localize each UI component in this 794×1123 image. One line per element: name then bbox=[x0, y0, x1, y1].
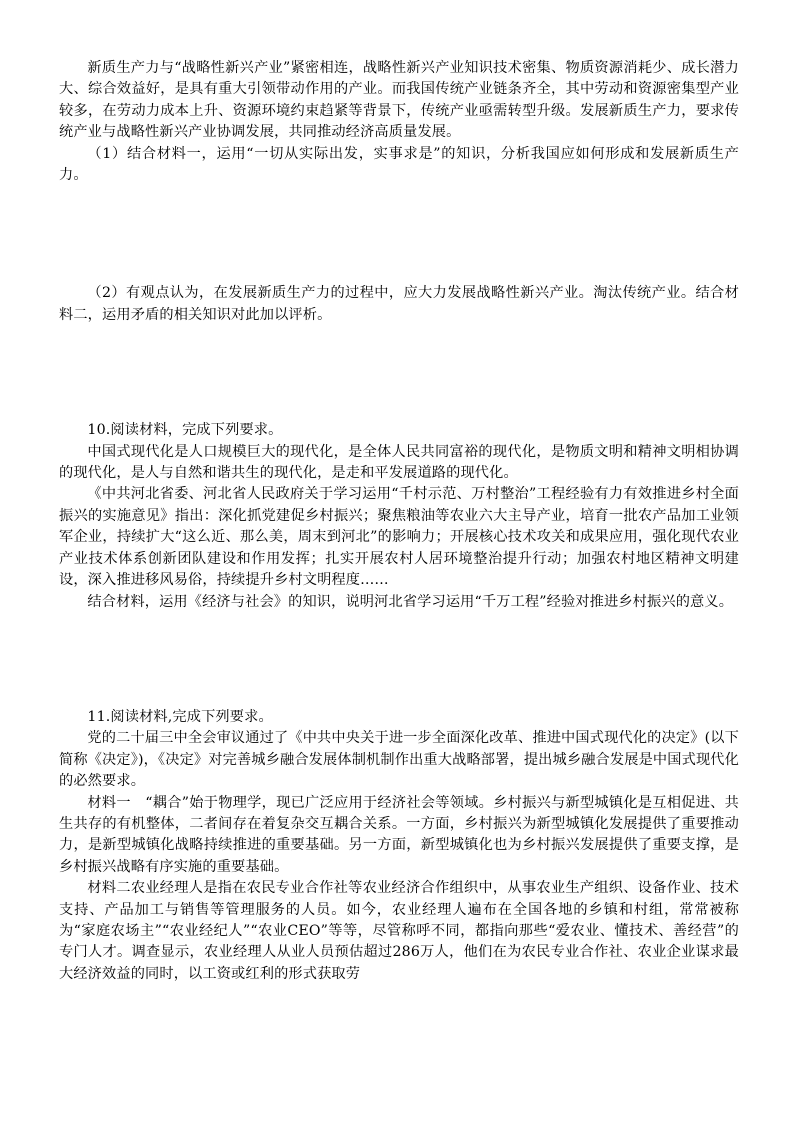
question-10-material-2: 《中共河北省委、河北省人民政府关于学习运用“千村示范、万村整治”工程经验有力有效推进乡村全面振兴的实施意见》指出：深化抓党建促乡村振兴；聚焦粮油等农业六大主导产业，培育一批农产品加工业领军企业，持续扩大“这么近、那么美，周末到河北”的影响力；开展核心技术攻关和成果应用，强化现代农业产业技术体系创新团队建设和作用发挥；扎实开展农村人居环境整治提升行动；加强农村地区精神文明建设，深入推进移风易俗，持续提升乡村文明程度…… bbox=[59, 486, 739, 589]
question-10-heading: 10.阅读材料，完成下列要求。 bbox=[87, 422, 283, 439]
question-11-material-1: 材料一 “耦合”始于物理学，现已广泛应用于经济社会等领域。乡村振兴与新型城镇化是互相促进、共生共存的有机整体，二者间存在着复杂交互耦合关系。一方面，乡村振兴为新型城镇化发展提供了重要推动力，是新型城镇化战略持续推进的重要基础。另一方面，新型城镇化也为乡村振兴发展提供了重要支撑，是乡村振兴战略有序实施的重要基础。 bbox=[59, 794, 739, 875]
question-9-1: （1）结合材料一，运用“一切从实际出发，实事求是”的知识，分析我国应如何形成和发展新质生产力。 bbox=[59, 145, 739, 184]
question-11-heading: 11.阅读材料,完成下列要求。 bbox=[87, 708, 273, 725]
answer-space-9-1 bbox=[59, 186, 739, 283]
answer-space-10 bbox=[59, 613, 739, 707]
question-11-intro: 党的二十届三中全会审议通过了《中共中央关于进一步全面深化改革、推进中国式现代化的决定》(以下简称《决定》)，《决定》对完善城乡融合发展体制机制作出重大战略部署，提出城乡融合发展是中国式现代化的必然要求。 bbox=[59, 730, 739, 790]
question-10-prompt: 结合材料，运用《经济与社会》的知识，说明河北省学习运用“千万工程”经验对推进乡村振兴的意义。 bbox=[87, 593, 734, 610]
document-page bbox=[59, 58, 739, 985]
question-9-2: （2）有观点认为，在发展新质生产力的过程中，应大力发展战略性新兴产业。淘汰传统产业。结合材料二，运用矛盾的相关知识对此加以评析。 bbox=[59, 285, 739, 323]
question-10-material-1: 中国式现代化是人口规模巨大的现代化，是全体人民共同富裕的现代化，是物质文明和精神文明相协调的现代化，是人与自然和谐共生的现代化，是走和平发展道路的现代化。 bbox=[59, 443, 739, 482]
question-11-material-2: 材料二农业经理人是指在农民专业合作社等农业经济合作组织中，从事农业生产组织、设备作业、技术支持、产品加工与销售等管理服务的人员。如今，农业经理人遍布在全国各地的乡镇和村组，常常被称为“家庭农场主”“农业经纪人”“农业CEO”等等，尽管称呼不同，都指向那些“爱农业、懂技术、善经营”的专门人才。调查显示，农业经理人从业人员预估超过286万人，他们在为农民专业合作社、农业企业谋求最大经济效益的同时，以工资或红利的形式获取劳 bbox=[59, 880, 739, 982]
answer-space-9-2 bbox=[59, 326, 739, 420]
material-intro-paragraph: 新质生产力与“战略性新兴产业”紧密相连，战略性新兴产业知识技术密集、物质资源消耗少、成长潜力大、综合效益好，是具有重大引领带动作用的产业。而我国传统产业链条齐全，其中劳动和资源密集型产业较多，在劳动力成本上升、资源环境约束趋紧等背景下，传统产业亟需转型升级。发展新质生产力，要求传统产业与战略性新兴产业协调发展，共同推动经济高质量发展。 bbox=[59, 60, 739, 141]
